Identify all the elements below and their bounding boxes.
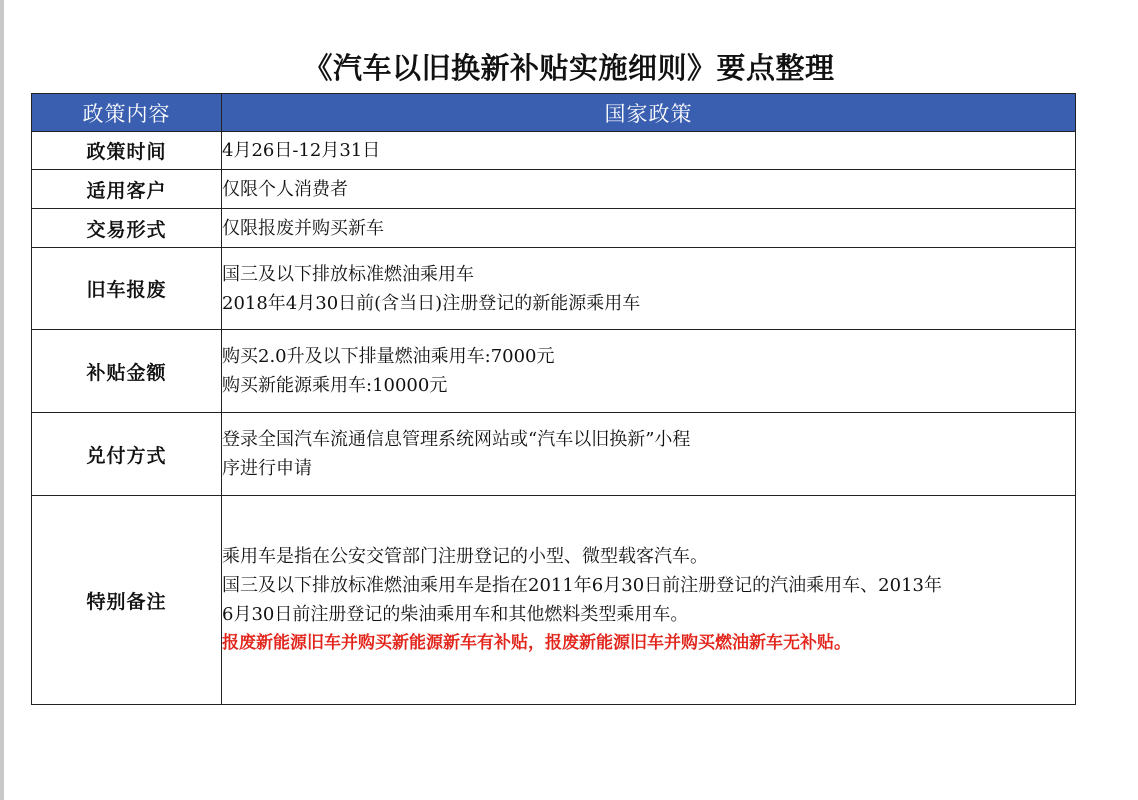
value-line: 购买新能源乘用车:10000元 xyxy=(222,375,448,396)
row-value xyxy=(222,132,1076,170)
row-label: 政策时间 xyxy=(32,132,222,170)
row-value xyxy=(222,209,1076,248)
row-old-car-scrapping xyxy=(32,248,1076,330)
row-value xyxy=(222,330,1076,413)
row-transaction-form xyxy=(32,209,1076,248)
row-label: 补贴金额 xyxy=(32,330,222,413)
value-line: 6月30日前注册登记的柴油乘用车和其他燃料类型乘用车。 xyxy=(222,604,689,625)
value-line: 仅限个人消费者 xyxy=(222,178,348,200)
row-special-notes xyxy=(32,496,1076,705)
row-policy-time xyxy=(32,132,1076,170)
row-value xyxy=(222,170,1076,209)
header-national-policy: 国家政策 xyxy=(222,94,1076,132)
row-applicable-customers xyxy=(32,170,1076,209)
value-line: 登录全国汽车流通信息管理系统网站或“汽车以旧换新”小程 xyxy=(222,429,691,450)
value-line: 仅限报废并购买新车 xyxy=(222,217,384,239)
value-line: 2018年4月30日前(含当日)注册登记的新能源乘用车 xyxy=(222,292,641,314)
row-payment-method xyxy=(32,413,1076,496)
value-line: 序进行申请 xyxy=(222,458,312,479)
row-value xyxy=(222,413,1076,496)
page-edge xyxy=(0,0,4,800)
row-label: 特别备注 xyxy=(32,496,222,705)
value-line: 国三及以下排放标准燃油乘用车是指在2011年6月30日前注册登记的汽油乘用车、2013年 xyxy=(222,575,942,596)
row-value xyxy=(222,496,1076,705)
value-line: 购买2.0升及以下排量燃油乘用车:7000元 xyxy=(222,346,555,367)
value-line: 4月26日-12月31日 xyxy=(222,140,381,161)
policy-table xyxy=(31,93,1076,705)
value-line: 国三及以下排放标准燃油乘用车 xyxy=(222,263,474,285)
header-policy-content: 政策内容 xyxy=(32,94,222,132)
row-label: 交易形式 xyxy=(32,209,222,248)
row-value xyxy=(222,248,1076,330)
highlight-note: 报废新能源旧车并购买新能源新车有补贴，报废新能源旧车并购买燃油新车无补贴。 xyxy=(222,633,851,653)
row-label: 旧车报废 xyxy=(32,248,222,330)
row-label: 兑付方式 xyxy=(32,413,222,496)
row-label: 适用客户 xyxy=(32,170,222,209)
value-line: 乘用车是指在公安交管部门注册登记的小型、微型载客汽车。 xyxy=(222,546,708,567)
table-header-row xyxy=(32,94,1076,132)
row-subsidy-amount xyxy=(32,330,1076,413)
page-title: 《汽车以旧换新补贴实施细则》要点整理 xyxy=(303,51,835,85)
